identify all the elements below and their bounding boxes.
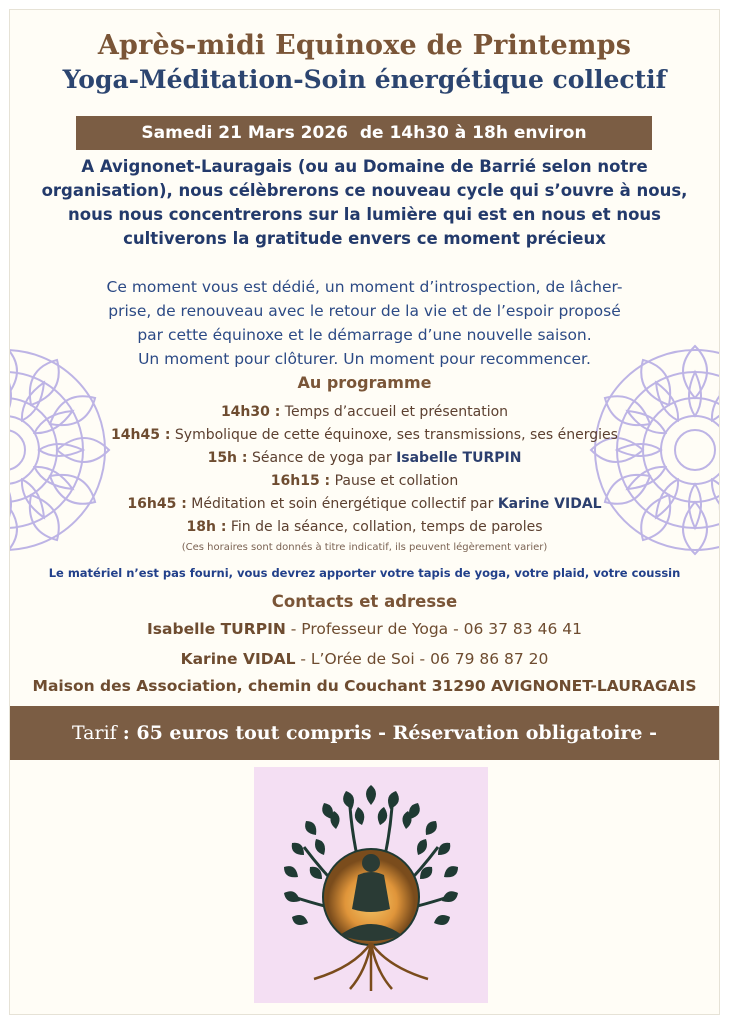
program-item — [50, 447, 679, 470]
program-title: Au programme — [297, 373, 432, 392]
intro-text — [50, 275, 679, 371]
program-time: 16h15 : — [270, 473, 331, 489]
program-item — [50, 516, 679, 539]
intro-line: Ce moment vous est dédié, un moment d’introspection, de lâcher- — [106, 278, 623, 296]
program-time: 16h45 : — [127, 496, 187, 512]
contact-details: - L’Orée de Soi - 06 79 86 87 20 — [295, 650, 549, 668]
flyer — [10, 10, 719, 1014]
program-text: Méditation et soin énergétique collectif par — [186, 496, 498, 512]
intro-bold-text — [22, 155, 707, 251]
contact-name: Karine VIDAL — [180, 650, 296, 668]
program-note: (Ces horaires sont donnés à titre indicatif, ils peuvent légèrement varier) — [181, 542, 548, 553]
program-item — [50, 493, 679, 516]
contact-karine — [10, 650, 719, 668]
program-time: 14h45 : — [111, 427, 171, 443]
intro-line: Un moment pour clôturer. Un moment pour recommencer. — [138, 350, 591, 368]
program-time: 18h : — [186, 519, 227, 535]
intro-bold-line: nous nous concentrerons sur la lumière qui est en nous et nous — [67, 205, 662, 224]
program-text: Temps d’accueil et présentation — [280, 404, 509, 420]
program-time: 14h30 : — [220, 404, 281, 420]
event-subtitle: Yoga-Méditation-Soin énergétique collectif — [62, 65, 667, 94]
program-item — [50, 470, 679, 493]
contact-name: Isabelle TURPIN — [147, 620, 286, 638]
event-title: Après-midi Equinoxe de Printemps — [97, 30, 632, 61]
program-person: Karine VIDAL — [497, 496, 602, 512]
program-text: Fin de la séance, collation, temps de paroles — [226, 519, 543, 535]
event-date: Samedi 21 Mars 2026 — [141, 123, 348, 143]
intro-bold-line: organisation), nous célèbrerons ce nouveau cycle qui s’ouvre à nous, — [41, 181, 688, 200]
tarif-label: Tarif — [71, 722, 123, 744]
program-text: Pause et collation — [330, 473, 459, 489]
tarif-band — [10, 706, 719, 760]
program-text: Symbolique de cette équinoxe, ses transmissions, ses énergies — [170, 427, 618, 443]
intro-bold-line: A Avignonet-Lauragais (ou au Domaine de Barrié selon notre — [81, 157, 648, 176]
event-time: de 14h30 à 18h environ — [359, 123, 587, 143]
tree-of-life-meditation-icon — [254, 767, 488, 1003]
address: Maison des Association, chemin du Couchant 31290 AVIGNONET-LAURAGAIS — [32, 677, 697, 695]
date-band — [76, 116, 652, 150]
materiel-note: Le matériel n’est pas fourni, vous devrez apporter votre tapis de yoga, votre plaid, votre coussin — [48, 566, 681, 580]
intro-line: par cette équinoxe et le démarrage d’une nouvelle saison. — [137, 326, 592, 344]
program-list — [50, 401, 679, 557]
logo — [254, 767, 488, 1003]
intro-bold-line: cultiverons la gratitude envers ce moment précieux — [123, 229, 606, 248]
program-person: Isabelle TURPIN — [396, 450, 522, 466]
program-time: 15h : — [207, 450, 248, 466]
contact-details: - Professeur de Yoga - 06 37 83 46 41 — [285, 620, 582, 638]
tarif-text: : 65 euros tout compris - Réservation obligatoire - — [122, 722, 658, 744]
intro-line: prise, de renouveau avec le retour de la vie et de l’espoir proposé — [108, 302, 621, 320]
program-text: Séance de yoga par — [247, 450, 397, 466]
program-item — [50, 424, 679, 447]
program-item — [50, 401, 679, 424]
contact-isabelle — [10, 620, 719, 638]
contacts-title: Contacts et adresse — [271, 592, 458, 611]
